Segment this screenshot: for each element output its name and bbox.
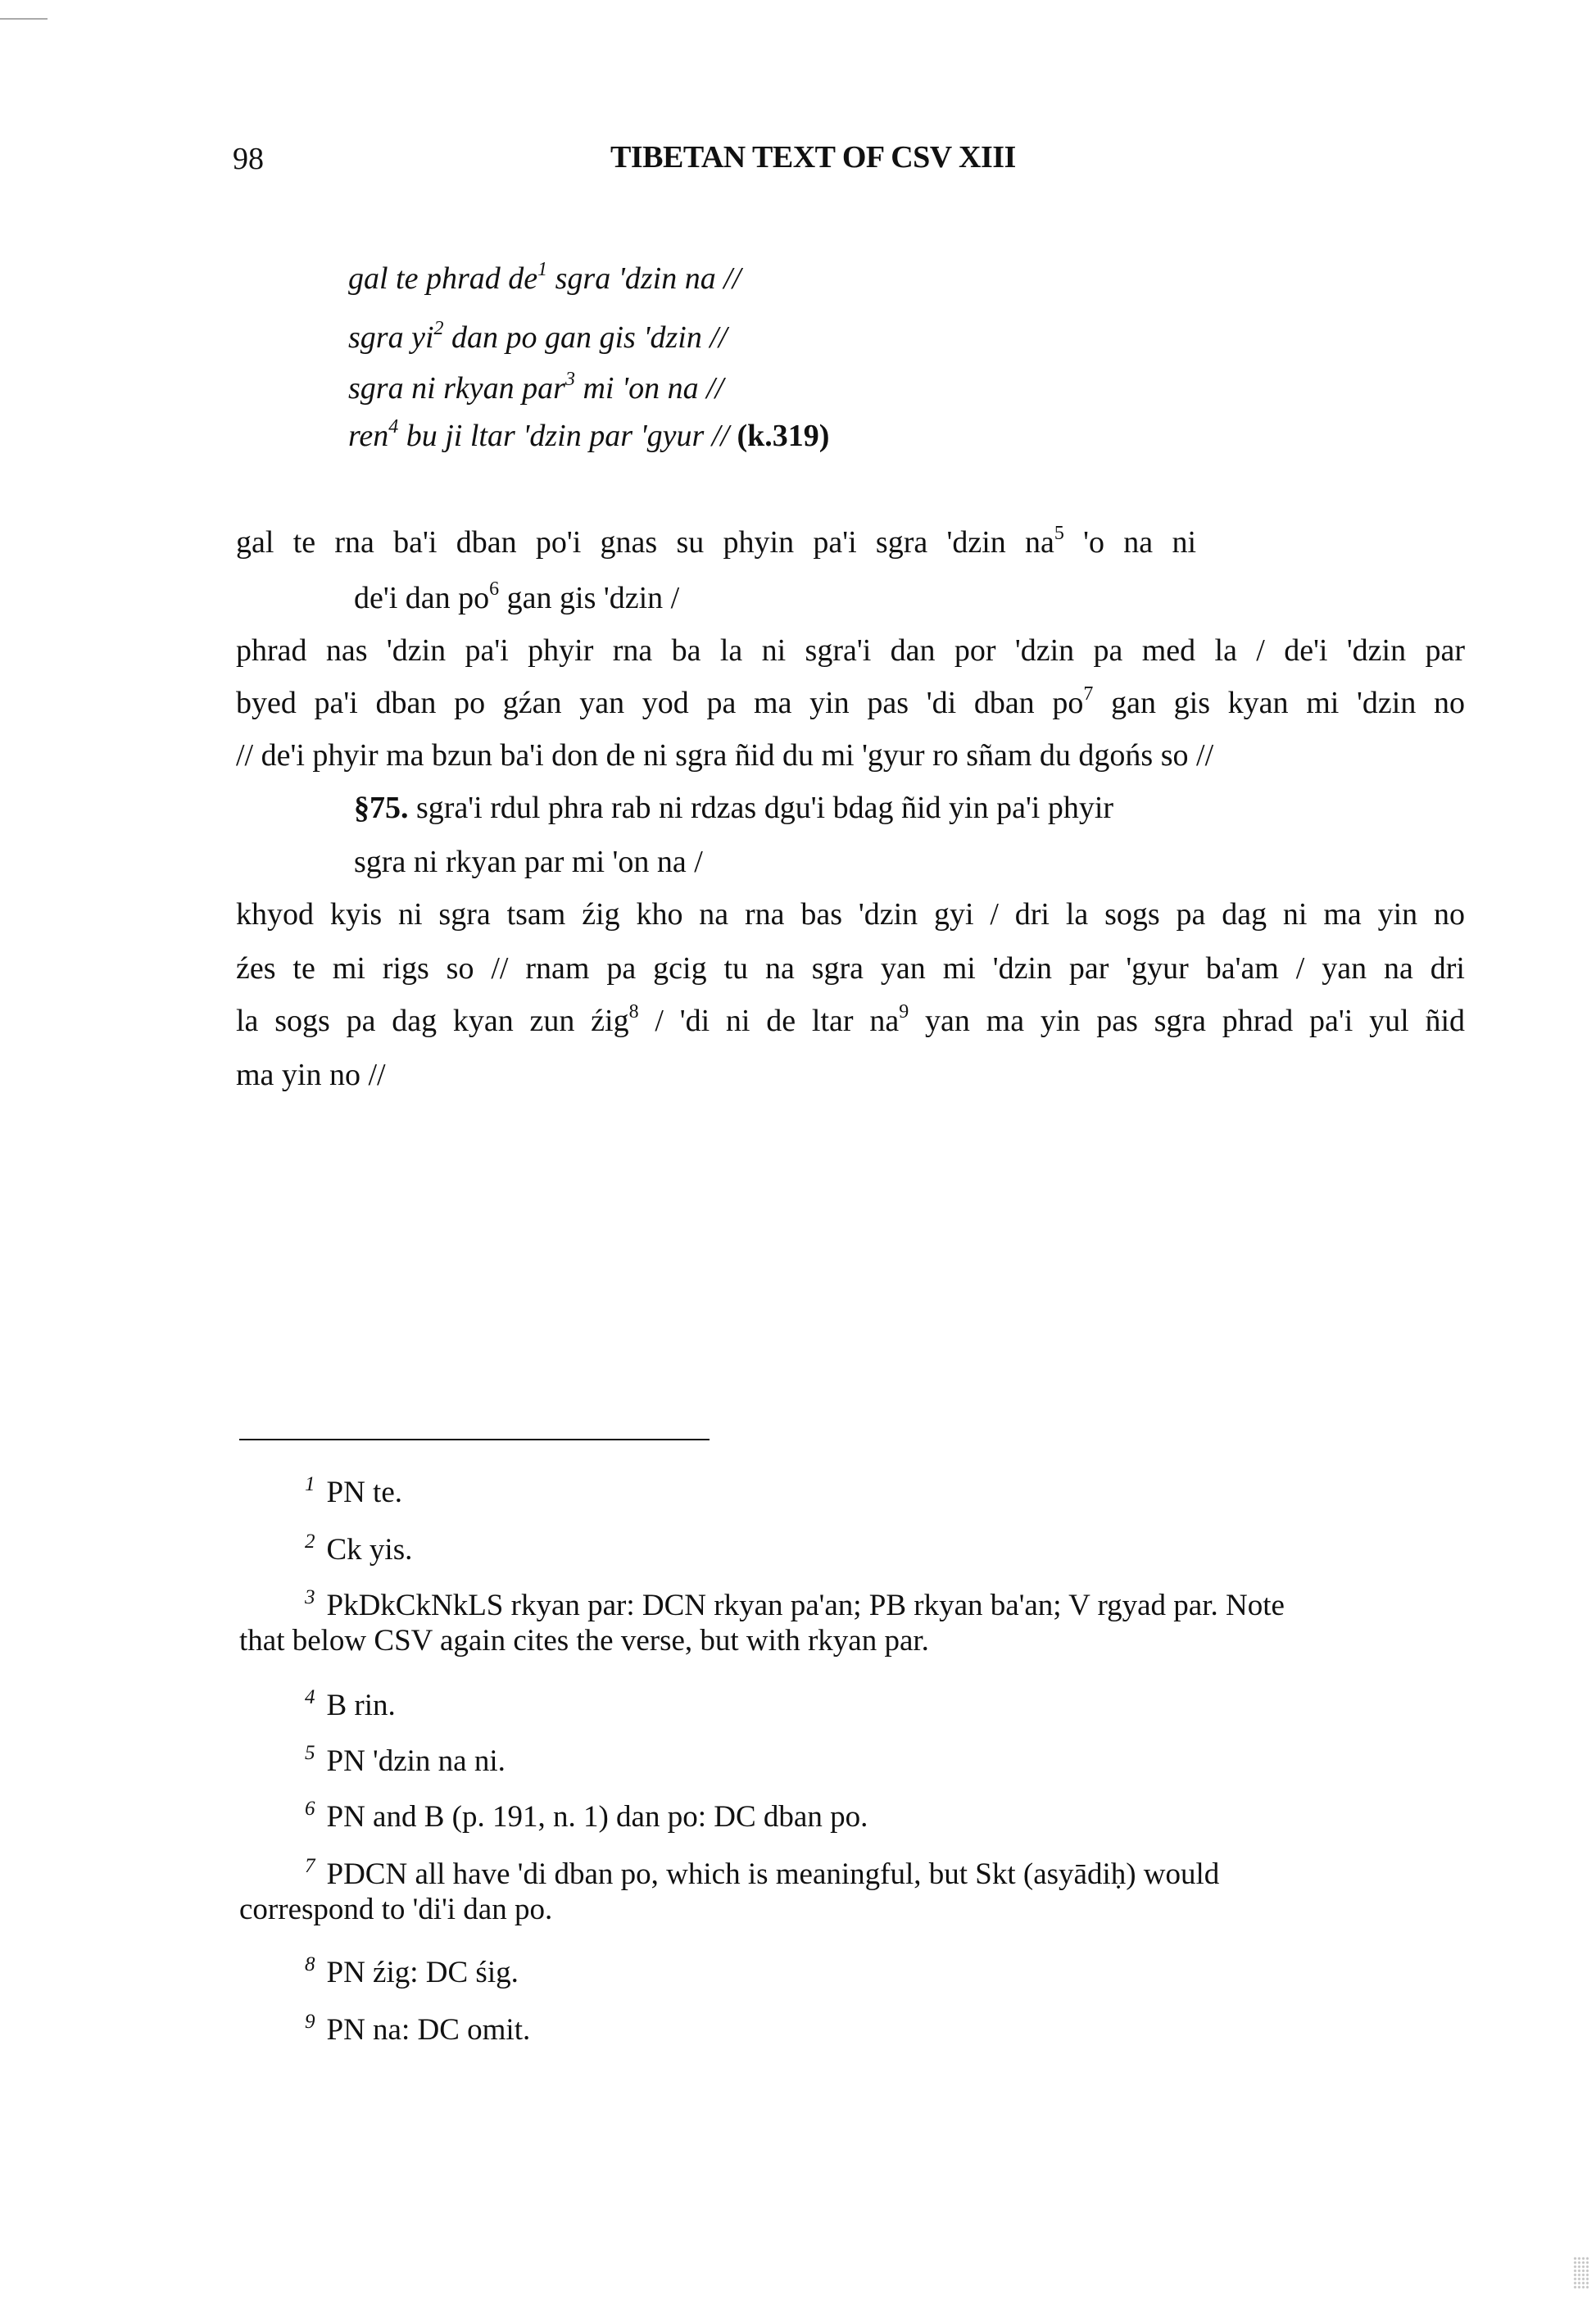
body-line: la sogs pa dag kyan zun źig$^8$ / 'di ni de ltar $na^9$ yan ma yin pas sgra phrad pa'i yul ñid — [236, 1001, 1466, 1038]
body-line: ma yin no // — [236, 1058, 386, 1092]
body-line: gal te rna ba'i dban po'i gnas su phyin pa'i sgra 'dzin $na^5$ 'o na ni — [236, 523, 1196, 560]
footnote: $^6$ PN and B (p. 191, n. 1) dan po: DC dban po. — [305, 1798, 868, 1834]
footnote-divider — [239, 1439, 710, 1440]
footnote-ref: 4 — [388, 416, 399, 438]
verse-line: sgra $yi^2$ dan po gan gis 'dzin // — [348, 318, 728, 355]
footnote: $^1$ PN te. — [305, 1473, 402, 1509]
footnote: $^7$ PDCN all have 'di dban po, which is meaningful, but Skt (asyādiḥ) would correspond to 'di'i dan po. — [239, 1855, 1220, 1926]
body-line: byed pa'i dban po gźan yan yod pa ma yin pas 'di dban $po^7$ gan gis kyan mi 'dzin no — [236, 683, 1466, 720]
footnote: $^9$ PN na: DC omit. — [305, 2011, 531, 2047]
verse-line: sgra ni rkyan par$^3$ mi 'on na // — [348, 369, 724, 406]
footnote-ref: 1 — [537, 259, 548, 281]
page-number: 98 — [233, 142, 264, 176]
footnote: $^5$ PN 'dzin na ni. — [305, 1742, 506, 1778]
body-line: // de'i phyir ma bzun ba'i don de ni sgra ñid du mi 'gyur ro sñam du dgońs so // — [236, 738, 1214, 773]
body-line: khyod kyis ni sgra tsam źig kho na rna bas 'dzin gyi / dri la sogs pa dag ni ma yin no — [236, 897, 1465, 932]
footnote: $^4$ B rin. — [305, 1686, 396, 1722]
footnote-ref: 6 — [489, 578, 500, 601]
verse-reference: (k.319) — [737, 419, 830, 453]
verse-line: ren$^4$ bu ji ltar 'dzin par 'gyur // (k.319) — [348, 416, 830, 453]
scan-mark — [0, 18, 48, 20]
footnote-ref: 2 — [433, 318, 444, 340]
running-title: TIBETAN TEXT OF CSV XIII — [610, 140, 1016, 175]
section-line: sgra ni rkyan par mi 'on na / — [354, 845, 703, 879]
footnote: $^8$ PN źig: DC śig. — [305, 1953, 519, 1989]
body-line: źes te mi rigs so // rnam pa gcig tu na sgra yan mi 'dzin par 'gyur ba'am / yan na dri — [236, 951, 1465, 986]
verse-line: gal te phrad $de^1$ sgra 'dzin na // — [348, 259, 741, 296]
footnote-ref: 5 — [1054, 523, 1064, 545]
scan-noise — [1573, 2256, 1589, 2289]
footnote-ref: 3 — [564, 369, 575, 391]
footnote-ref: 9 — [899, 1001, 909, 1023]
footnote: $^3$ PkDkCkNkLS rkyan par: DCN rkyan pa'an; PB rkyan ba'an; V rgyad par. Note that below CSV again cites the verse, but with rkyan par. — [239, 1586, 1285, 1658]
footnote: $^2$ Ck yis. — [305, 1531, 413, 1567]
body-line: de'i dan $po^6$ gan gis 'dzin / — [354, 578, 680, 615]
section-line: §75. sgra'i rdul phra rab ni rdzas dgu'i bdag ñid yin pa'i phyir — [354, 791, 1114, 825]
footnote-ref: 8 — [628, 1001, 639, 1023]
footnote-ref: 7 — [1083, 683, 1094, 705]
body-line: phrad nas 'dzin pa'i phyir rna ba la ni sgra'i dan por 'dzin pa med la / de'i 'dzin par — [236, 633, 1465, 668]
section-number: §75. — [354, 791, 409, 825]
